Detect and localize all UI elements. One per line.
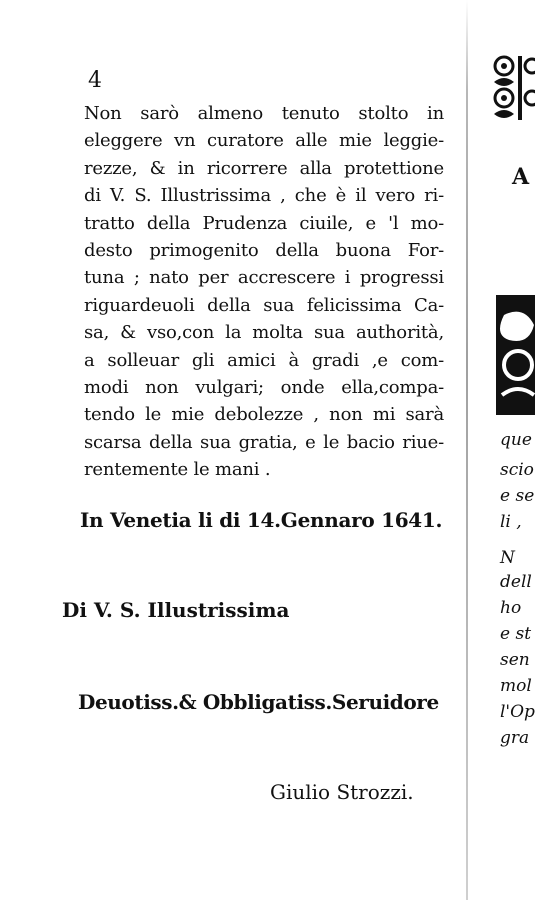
- facing-text-fragment: li ,: [500, 512, 522, 532]
- facing-text-fragment: gra: [500, 728, 530, 748]
- letter-line: rezze, & in ricorrere alla protettione: [84, 157, 444, 179]
- addressee: Di V. S. Illustrissima: [62, 598, 290, 622]
- letter-line: eleggere vn curatore alle mie leggie-: [84, 130, 444, 152]
- facing-text-fragment: mol: [500, 676, 532, 696]
- letter-line: sa, & vso,con la molta sua authorità,: [84, 322, 444, 344]
- facing-heading: A: [512, 164, 530, 190]
- ornament-band-icon: [490, 52, 535, 124]
- letter-line: a solleuar gli amici à gradi ,e com-: [84, 349, 444, 371]
- letter-line: Non sarò almeno tenuto stolto in: [84, 103, 444, 124]
- letter-line: tendo le mie debolezze , non mi sarà: [84, 404, 444, 426]
- letter-line: di V. S. Illustrissima , che è il vero ri-: [84, 185, 444, 207]
- subscription: Deuotiss.& Obbligatiss.Seruidore: [78, 690, 439, 714]
- gutter-shadow: [466, 0, 468, 900]
- facing-text-fragment: ho: [500, 598, 522, 618]
- letter-line: tuna ; nato per accrescere i progressi: [84, 267, 444, 289]
- letter-body: [84, 100, 444, 484]
- facing-page: [486, 0, 535, 900]
- facing-text-fragment: e st: [500, 624, 532, 644]
- letter-line: tratto della Prudenza ciuile, e 'l mo-: [84, 212, 444, 234]
- dateline: In Venetia li di 14.Gennaro 1641.: [80, 508, 443, 532]
- signature: Giulio Strozzi.: [270, 780, 414, 804]
- letter-line: scarsa della sua gratia, e le bacio riue-: [84, 431, 444, 453]
- page-number: 4: [88, 68, 102, 93]
- facing-text-fragment: dell: [500, 572, 532, 592]
- facing-text-fragment: sen: [500, 650, 530, 670]
- facing-text-fragment: e se: [500, 486, 535, 506]
- letter-line: rentemente le mani .: [84, 459, 271, 481]
- facing-text-fragment: N: [500, 548, 515, 568]
- facing-text-fragment: scio: [500, 460, 534, 480]
- letter-line: desto primogenito della buona For-: [84, 240, 444, 262]
- drop-cap-ornament-icon: [496, 295, 535, 415]
- letter-line: modi non vulgari; onde ella,compa-: [84, 377, 444, 399]
- letter-line: riguardeuoli della sua felicissima Ca-: [84, 294, 444, 316]
- facing-text-fragment: l'Op: [500, 702, 535, 722]
- facing-text-fragment: que: [500, 430, 532, 450]
